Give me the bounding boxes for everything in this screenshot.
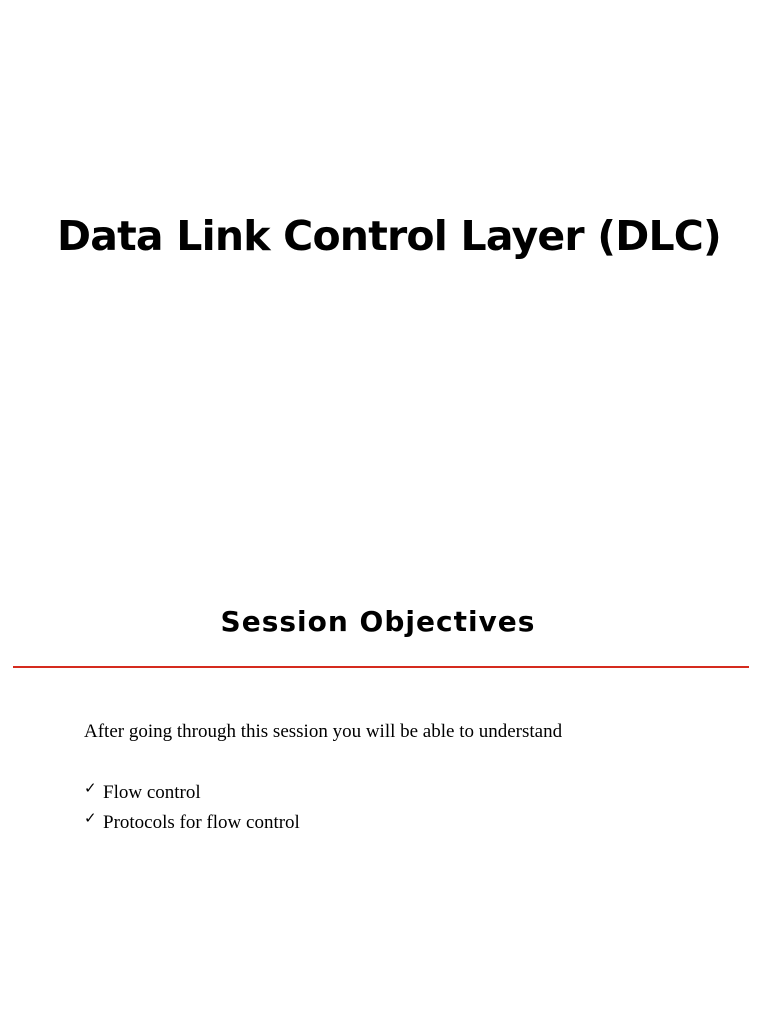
intro-text: After going through this session you will be able to understand [84, 721, 563, 742]
objective-label: Protocols for flow control [103, 812, 300, 833]
list-item [84, 808, 300, 838]
page-title: Data Link Control Layer (DLC) [57, 212, 721, 260]
checkmark-icon: ✓ [84, 779, 97, 797]
objectives-list [84, 778, 300, 838]
objective-label: Flow control [103, 782, 201, 803]
checkmark-icon: ✓ [84, 809, 97, 827]
section-heading: Session Objectives [220, 605, 536, 638]
list-item [84, 778, 300, 808]
divider [13, 666, 749, 668]
